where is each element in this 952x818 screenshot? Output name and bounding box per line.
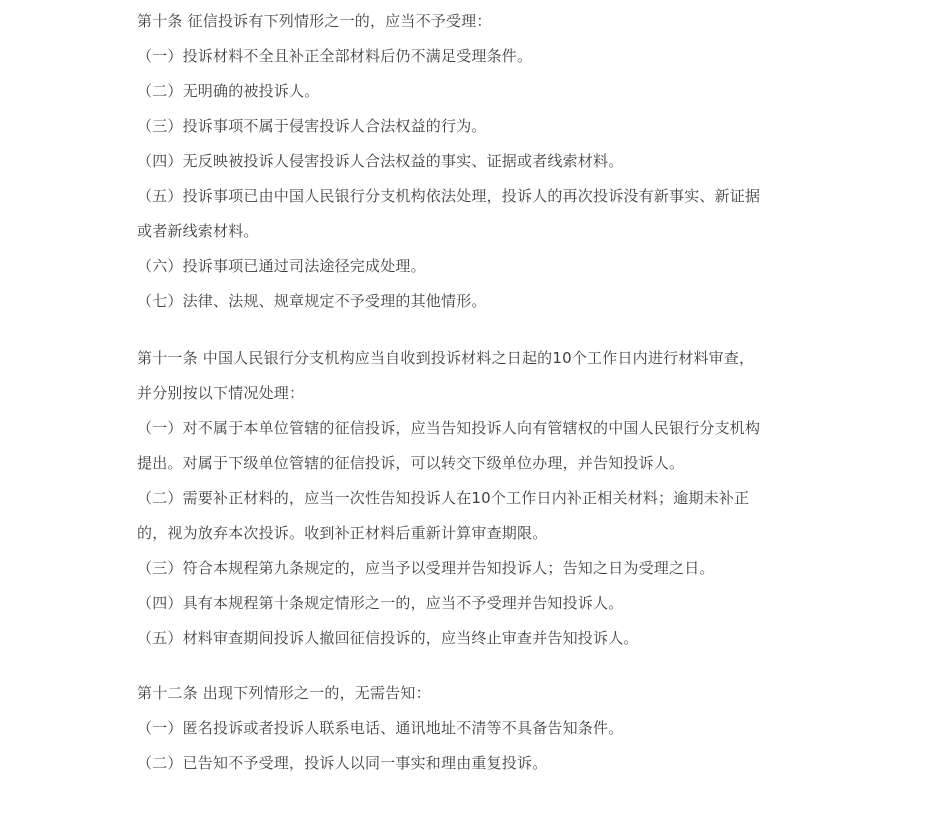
paragraph-gap	[137, 656, 827, 676]
article-11-heading-cont: 并分别按以下情况处理：	[137, 384, 305, 402]
article-12-heading: 第十二条 出现下列情形之一的，无需告知：	[137, 684, 431, 702]
article-11-item-4: （四）具有本规程第十条规定情形之一的，应当不予受理并告知投诉人。	[137, 594, 624, 612]
article-10-item-7: （七）法律、法规、规章规定不予受理的其他情形。	[137, 292, 487, 310]
article-10-item-5-cont: 或者新线索材料。	[137, 222, 259, 240]
article-10-item-4: （四）无反映被投诉人侵害投诉人合法权益的事实、证据或者线索材料。	[137, 152, 624, 170]
article-10-item-1: （一）投诉材料不全且补正全部材料后仍不满足受理条件。	[137, 47, 533, 65]
document-body	[137, 0, 827, 781]
paragraph-gap	[137, 319, 827, 341]
article-11-item-2: （二）需要补正材料的，应当一次性告知投诉人在10个工作日内补正相关材料；逾期未补正	[137, 489, 750, 507]
article-11-item-1-cont: 提出。对属于下级单位管辖的征信投诉，可以转交下级单位办理，并告知投诉人。	[137, 454, 685, 472]
article-11-item-3: （三）符合本规程第九条规定的，应当予以受理并告知投诉人；告知之日为受理之日。	[137, 559, 715, 577]
article-10-heading: 第十条 征信投诉有下列情形之一的，应当不予受理：	[137, 12, 492, 30]
article-10-item-2: （二）无明确的被投诉人。	[137, 82, 320, 100]
article-10-item-3: （三）投诉事项不属于侵害投诉人合法权益的行为。	[137, 117, 487, 135]
article-11-item-1: （一）对不属于本单位管辖的征信投诉，应当告知投诉人向有管辖权的中国人民银行分支机构	[137, 419, 761, 437]
article-12-item-1: （一）匿名投诉或者投诉人联系电话、通讯地址不清等不具备告知条件。	[137, 719, 624, 737]
article-11-item-5: （五）材料审查期间投诉人撤回征信投诉的，应当终止审查并告知投诉人。	[137, 629, 639, 647]
article-10-item-5: （五）投诉事项已由中国人民银行分支机构依法处理，投诉人的再次投诉没有新事实、新证据	[137, 187, 761, 205]
article-11-heading: 第十一条 中国人民银行分支机构应当自收到投诉材料之日起的10个工作日内进行材料审查，	[137, 349, 755, 367]
article-12-item-2: （二）已告知不予受理，投诉人以同一事实和理由重复投诉。	[137, 754, 548, 772]
article-11-item-2-cont: 的，视为放弃本次投诉。收到补正材料后重新计算审查期限。	[137, 524, 548, 542]
article-10-item-6: （六）投诉事项已通过司法途径完成处理。	[137, 257, 426, 275]
